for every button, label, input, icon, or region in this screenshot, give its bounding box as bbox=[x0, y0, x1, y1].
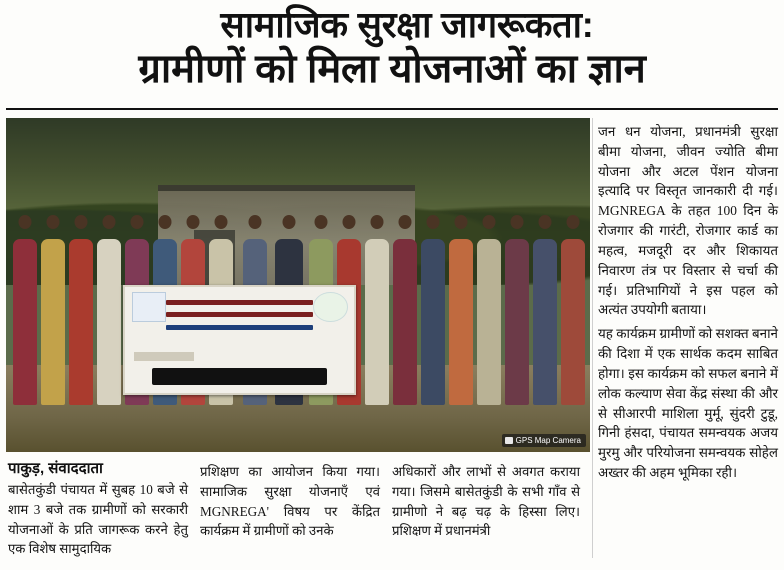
person bbox=[476, 212, 502, 406]
body-column-1 bbox=[8, 480, 188, 563]
person-head bbox=[19, 215, 32, 229]
headline-line-1: सामाजिक सुरक्षा जागरूकता: bbox=[220, 4, 594, 45]
person-head bbox=[399, 215, 412, 229]
person-head bbox=[483, 215, 496, 229]
body-column-2 bbox=[200, 462, 380, 545]
body-paragraph: अधिकारों और लाभों से अवगत कराया गया। जिसमे बासेतकुंडी के सभी गाँव से ग्रामीणो ने बढ़ चढ़ के हिस्सा लिए। प्रशिक्षण में प्रधानमंत्री bbox=[392, 464, 580, 539]
person-body bbox=[477, 239, 501, 406]
event-banner bbox=[123, 285, 357, 395]
banner-footer-strip bbox=[152, 368, 327, 385]
person bbox=[392, 212, 418, 406]
person bbox=[68, 212, 94, 406]
banner-subtitle-line bbox=[166, 325, 313, 330]
body-column-4 bbox=[598, 122, 778, 487]
person bbox=[532, 212, 558, 406]
person-head bbox=[283, 215, 296, 229]
news-photograph bbox=[6, 118, 590, 452]
person-head bbox=[75, 215, 88, 229]
person-head bbox=[427, 215, 440, 229]
body-paragraph: बासेतकुंडी पंचायत में सुबह 10 बजे से शाम 3 बजे तक ग्रामीणों को सरकारी योजनाओं के प्रति जागरूक करने हेतु एक विशेष सामुदायिक bbox=[8, 482, 188, 557]
body-paragraph: जन धन योजना, प्रधानमंत्री सुरक्षा बीमा योजना, जीवन ज्योति बीमा योजना और अटल पेंशन योजना इत्यादि पर विस्तृत जानकारी दी गई। MGNREGA के तहत 100 दिन के रोजगार की गारंटी, रोजगार कार्ड का महत्व, मजदूरी दर और शिकायत निवारण तंत्र पर विस्तार से चर्चा की गई। प्रतिभागियों ने इस पहल को अत्यंत उपयोगी बताया। bbox=[598, 124, 778, 318]
banner-title-line-2 bbox=[166, 312, 313, 317]
person-head bbox=[315, 215, 328, 229]
person-head bbox=[249, 215, 262, 229]
person bbox=[504, 212, 530, 406]
banner-title-line-1 bbox=[166, 300, 313, 305]
person-head bbox=[103, 215, 116, 229]
column-divider bbox=[592, 118, 593, 558]
headline-block bbox=[0, 0, 784, 95]
person-body bbox=[97, 239, 121, 406]
person-body bbox=[533, 239, 557, 406]
gps-map-camera-badge: GPS Map Camera bbox=[502, 434, 586, 447]
person-head bbox=[215, 215, 228, 229]
person bbox=[40, 212, 66, 406]
person bbox=[12, 212, 38, 406]
person-body bbox=[561, 239, 585, 406]
headline-line-2: ग्रामीणों को मिला योजनाओं का ज्ञान bbox=[138, 47, 646, 92]
person-head bbox=[159, 215, 172, 229]
body-paragraph: प्रशिक्षण का आयोजन किया गया। सामाजिक सुरक्षा योजनाएँ एवं MGNREGA' विषय पर केंद्रित कार्यक्रम में ग्रामीणों को उनके bbox=[200, 464, 380, 539]
headline-divider bbox=[6, 108, 778, 110]
person-body bbox=[449, 239, 473, 406]
person-head bbox=[371, 215, 384, 229]
person-head bbox=[455, 215, 468, 229]
person-head bbox=[511, 215, 524, 229]
byline: पाकुड़, संवाददाता bbox=[8, 460, 103, 477]
person-body bbox=[13, 239, 37, 406]
body-column-3 bbox=[392, 462, 580, 545]
person-head bbox=[131, 215, 144, 229]
person-head bbox=[567, 215, 580, 229]
person bbox=[96, 212, 122, 406]
person-head bbox=[187, 215, 200, 229]
organization-logo-right-icon bbox=[313, 292, 347, 322]
person bbox=[560, 212, 586, 406]
person-body bbox=[393, 239, 417, 406]
person-head bbox=[539, 215, 552, 229]
person-body bbox=[41, 239, 65, 406]
banner-date-block bbox=[134, 352, 194, 362]
person bbox=[364, 212, 390, 406]
person-head bbox=[47, 215, 60, 229]
person bbox=[448, 212, 474, 406]
person-body bbox=[365, 239, 389, 406]
organization-logo-left-icon bbox=[132, 292, 166, 322]
person bbox=[420, 212, 446, 406]
person-body bbox=[69, 239, 93, 406]
person-head bbox=[343, 215, 356, 229]
person-body bbox=[505, 239, 529, 406]
body-paragraph: यह कार्यक्रम ग्रामीणों को सशक्त बनाने की दिशा में एक सार्थक कदम साबित होगा। इस कार्यक्रम को सफल बनाने में लोक कल्याण सेवा केंद्र संस्था की और से सीआरपी माशिला मुर्मू, सुंदरी टुडू, गिनी हंसदा, पंचायत समन्वयक अजय मुरमु और परियोजना समन्वयक सोहेल अख्तर की अहम भूमिका रही। bbox=[598, 326, 778, 481]
person-body bbox=[421, 239, 445, 406]
